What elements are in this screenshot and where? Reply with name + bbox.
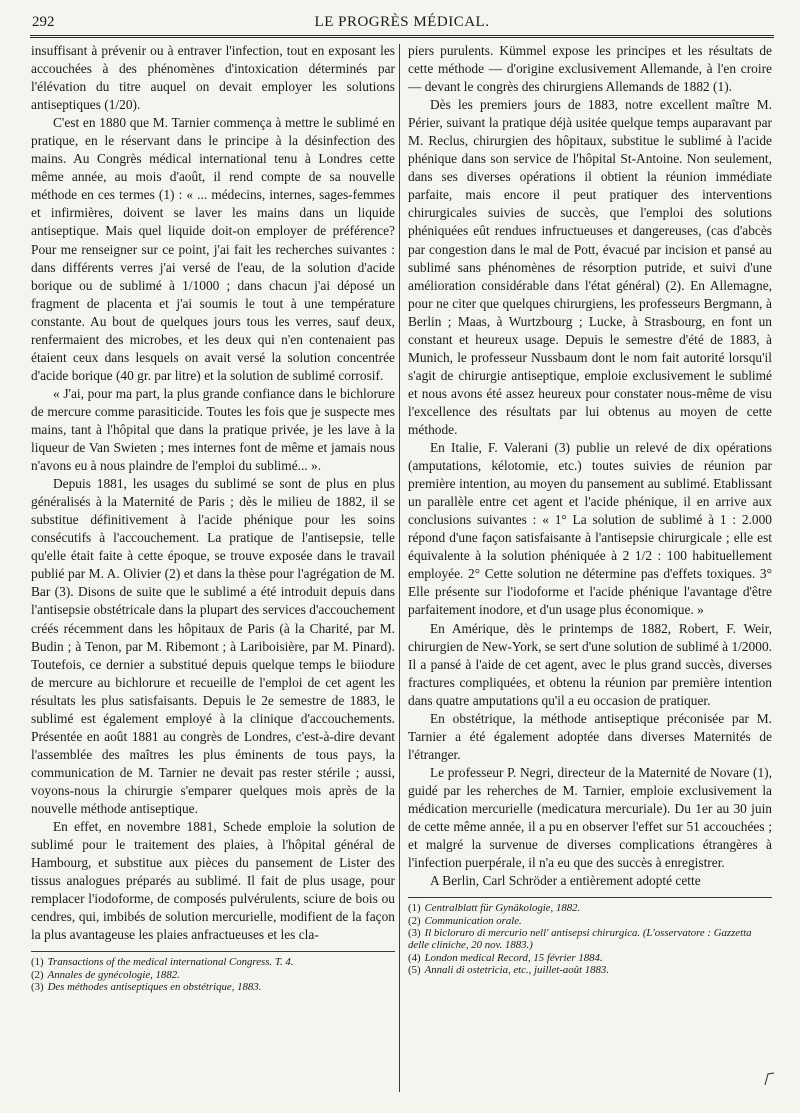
footnote: (5) Annali di ostetricia, etc., juillet-août 1883. (408, 964, 610, 977)
footnote: (2) Communication orale. (408, 914, 522, 927)
left-column-body (31, 42, 395, 944)
footnote: (3) Il bicloruro di mercurio nell' antisepsi chirurgica. (L'osservatore : Gazzetta delle cliniche, 20 nov. 1883.) (408, 927, 752, 952)
paragraph: A Berlin, Carl Schröder a entièrement adopté cette (430, 873, 701, 889)
paragraph: Depuis 1881, les usages du sublimé se sont de plus en plus généralisés à la Maternité de Paris ; dès le milieu de 1882, il se substitue définitivement à l'acide phénique pour les soins consécutifs à l'accouchement. La pratique de l'antisepsie, telle qu'elle était faite à cette époque, se trouve exposée dans le travail publié par M. A. Olivier (2) et dans la thèse pour l'agrégation de M. Bar (3). Disons de suite que le sublimé a été introduit depuis dans l'antisepsie obstétricale dans la plupart des services d'accouchement créés récemment dans les hôpitaux de Paris (à la Charité, par M. Budin ; à Tenon, par M. Ribemont ; à Lariboisière, par M. Pinard). Toutefois, ce dernier a substitué depuis quelque temps le biiodure de mercure au bichlorure et recueille de l'emploi de cet agent les résultats les plus satisfaisants. Depuis le 2e semestre de 1883, le sublimé est également employé à la clinique d'accouchements. Présentée en août 1881 au congrès de Londres, c'est-à-dire devant l'assemblée des maîtres les plus éminents de tous pays, la communication de M. Tarnier ne devait pas rester stérile ; aussi, voyons-nous la chirurgie s'emparer quelques mois après de la nouvelle méthode antiseptique. (31, 476, 395, 816)
paragraph: insuffisant à prévenir ou à entraver l'infection, tout en exposant les accouchées à des phénomènes d'intoxication déterminés par l'élévation du titre auquel on devait employer les solutions antiseptiques (1/20). (31, 43, 395, 113)
footnote-rule (408, 897, 772, 898)
paragraph: piers purulents. Kümmel expose les principes et les résultats de cette méthode — d'origine exclusivement Allemande, à l'en croire — devant le congrès des chirurgiens Allemands de 1882 (1). (408, 43, 772, 95)
column-divider (399, 44, 400, 1092)
right-footnotes (408, 902, 772, 976)
paragraph: Dès les premiers jours de 1883, notre excellent maître M. Périer, suivant la pratique déjà usitée quelque temps auparavant par M. Reclus, chirurgien des hôpitaux, substitue le sublimé à l'acide phénique dans son service de l'hôpital St-Antoine. Non seulement, dans ses diverses opérations il obtient la réunion immédiate parfaite, mais encore il peut pratiquer des interventions chirurgicales suivies de succès, que l'emploi des solutions phéniquées eût rendues infructueuses et dangereuses, (cas d'abcès par congestion dans le mal de Pott, évacué par incision et pansé au sublimé sans phénomènes de résorption putride, et suivi d'une amélioration considérable dans l'état général) (2). En Allemagne, pour ne citer que quelques chirurgiens, les professeurs Bergmann, à Berlin ; Maas, à Wurtzbourg ; Lucke, à Strasbourg, en font un constant et heureux usage. Depuis le semestre d'été de 1883, à Munich, le professeur Nussbaum dont le nom fait autorité lorsqu'il s'agit de chirurgie antiseptique, emploie exclusivement le sublimé et nous avons été assez heureux pour constater nous-même de visu l'excellence des résultats par lui obtenus au moyen de cette méthode. (408, 97, 772, 437)
right-column (408, 42, 772, 977)
footnote: (1) Transactions of the medical international Congress. T. 4. (31, 956, 294, 969)
left-column (31, 42, 395, 994)
paragraph: « J'ai, pour ma part, la plus grande confiance dans le bichlorure de mercure comme parasiticide. Toutes les fois que je suspecte mes mains, tant à l'hôpital que dans la pratique privée, je les lave à la liqueur de Van Swieten ; mes internes font de même et jamais nous n'avons eu à nous plaindre de l'emploi du sublimé... ». (31, 385, 395, 474)
footnote: (1) Centralblatt für Gynäkologie, 1882. (408, 902, 581, 915)
footnote: (3) Des méthodes antiseptiques en obstétrique, 1883. (31, 981, 262, 994)
right-column-body (408, 42, 772, 890)
paragraph: Le professeur P. Negri, directeur de la Maternité de Novare (1), guidé par les reherches de M. Tarnier, emploie exclusivement la médication mercurielle (medicatura mercuriale). Du 1er au 30 juin de cette même année, il a pu en observer l'effet sur 51 accouchées ; et malgré la survenue de diverses complications étrangères à l'infection puerpérale, il n'a eu que des succès à enregistrer. (408, 764, 772, 871)
paragraph: En Italie, F. Valerani (3) publie un relevé de dix opérations (amputations, kélotomie, etc.) toutes suivies de réunion par première intention, au moyen du pansement au sublimé. Etablissant un parallèle entre cet agent et l'acide phénique, il en arrive aux conclusions suivantes : « 1° La solution de sublimé à 1 : 2.000 répond d'une façon satisfaisante à l'antisepsie chirurgicale ; elle est équivalente à la solution phéniquée à 2 1/2 : 100 habituellement employée. 2° Cette solution ne détermine pas d'effets toxiques. 3° Elle présente sur l'iodoforme et l'acide phénique l'avantage d'être parfaitement inodore, et d'un usage plus économique. » (408, 440, 772, 618)
footnote: (4) London medical Record, 15 février 1884. (408, 951, 603, 964)
page-number: 292 (32, 14, 55, 30)
footnote-rule (31, 951, 395, 952)
footnote: (2) Annales de gynécologie, 1882. (31, 968, 180, 981)
paragraph: En obstétrique, la méthode antiseptique préconisée par M. Tarnier a été également adoptée dans diverses Maternités de l'étranger. (408, 710, 772, 762)
paragraph: C'est en 1880 que M. Tarnier commença à mettre le sublimé en pratique, en le réservant dans le principe à la désinfection des mains. Au Congrès médical international tenu à Londres cette même année, au mois d'août, il rend compte de sa nouvelle méthode en ces termes (1) : « ... médecins, internes, sages-femmes et infirmières, doivent se laver les mains dans un liquide antiseptique. Mais quel liquide doit-on employer de préférence? Pour me renseigner sur ce point, j'ai fait les recherches suivantes : dans différents verres j'ai versé de l'eau, de la solution d'acide borique ou de sublimé à 1/1000 ; dans chacun j'ai déposé un fragment de placenta et j'ai soumis le tout à une température constante. Au bout de quelques jours tous les verres, sauf deux, renfermaient des microbes, et les deux qui n'en contenaient pas étaient ceux dans lesquels on avait versé la solution concentrée d'acide borique (40 gr. par litre) et la solution de sublimé corrosif. (31, 115, 395, 383)
running-title: LE PROGRÈS MÉDICAL. (314, 14, 490, 30)
page-header (30, 14, 774, 34)
paragraph: En effet, en novembre 1881, Schede emploie la solution de sublimé pour le traitement des plaies, à l'hôpital général de Hambourg, et substitue aux pièces du pansement de Lister des tissus analogues préparés au sublimé. Il fait de plus usage, pour remplacer l'iodoforme, de composés pulvérulents, sciure de bois ou cendres, qui, imbibés de solution mercurielle, modifient de la façon la plus avantageuse les plaies anfractueuses et les cla- (31, 819, 395, 943)
paragraph: En Amérique, dès le printemps de 1882, Robert, F. Weir, chirurgien de New-York, se sert d'une solution de sublimé à 1/2000. Il a pansé à l'aide de cet agent, avec le plus grand succès, diverses fractures compliquées, et obtenu la réunion par première intention dans quatre amputations qu'il a eu occasion de pratiquer. (408, 620, 772, 708)
ink-mark-icon (762, 1072, 776, 1086)
left-footnotes (31, 956, 395, 993)
header-rule (30, 35, 774, 38)
